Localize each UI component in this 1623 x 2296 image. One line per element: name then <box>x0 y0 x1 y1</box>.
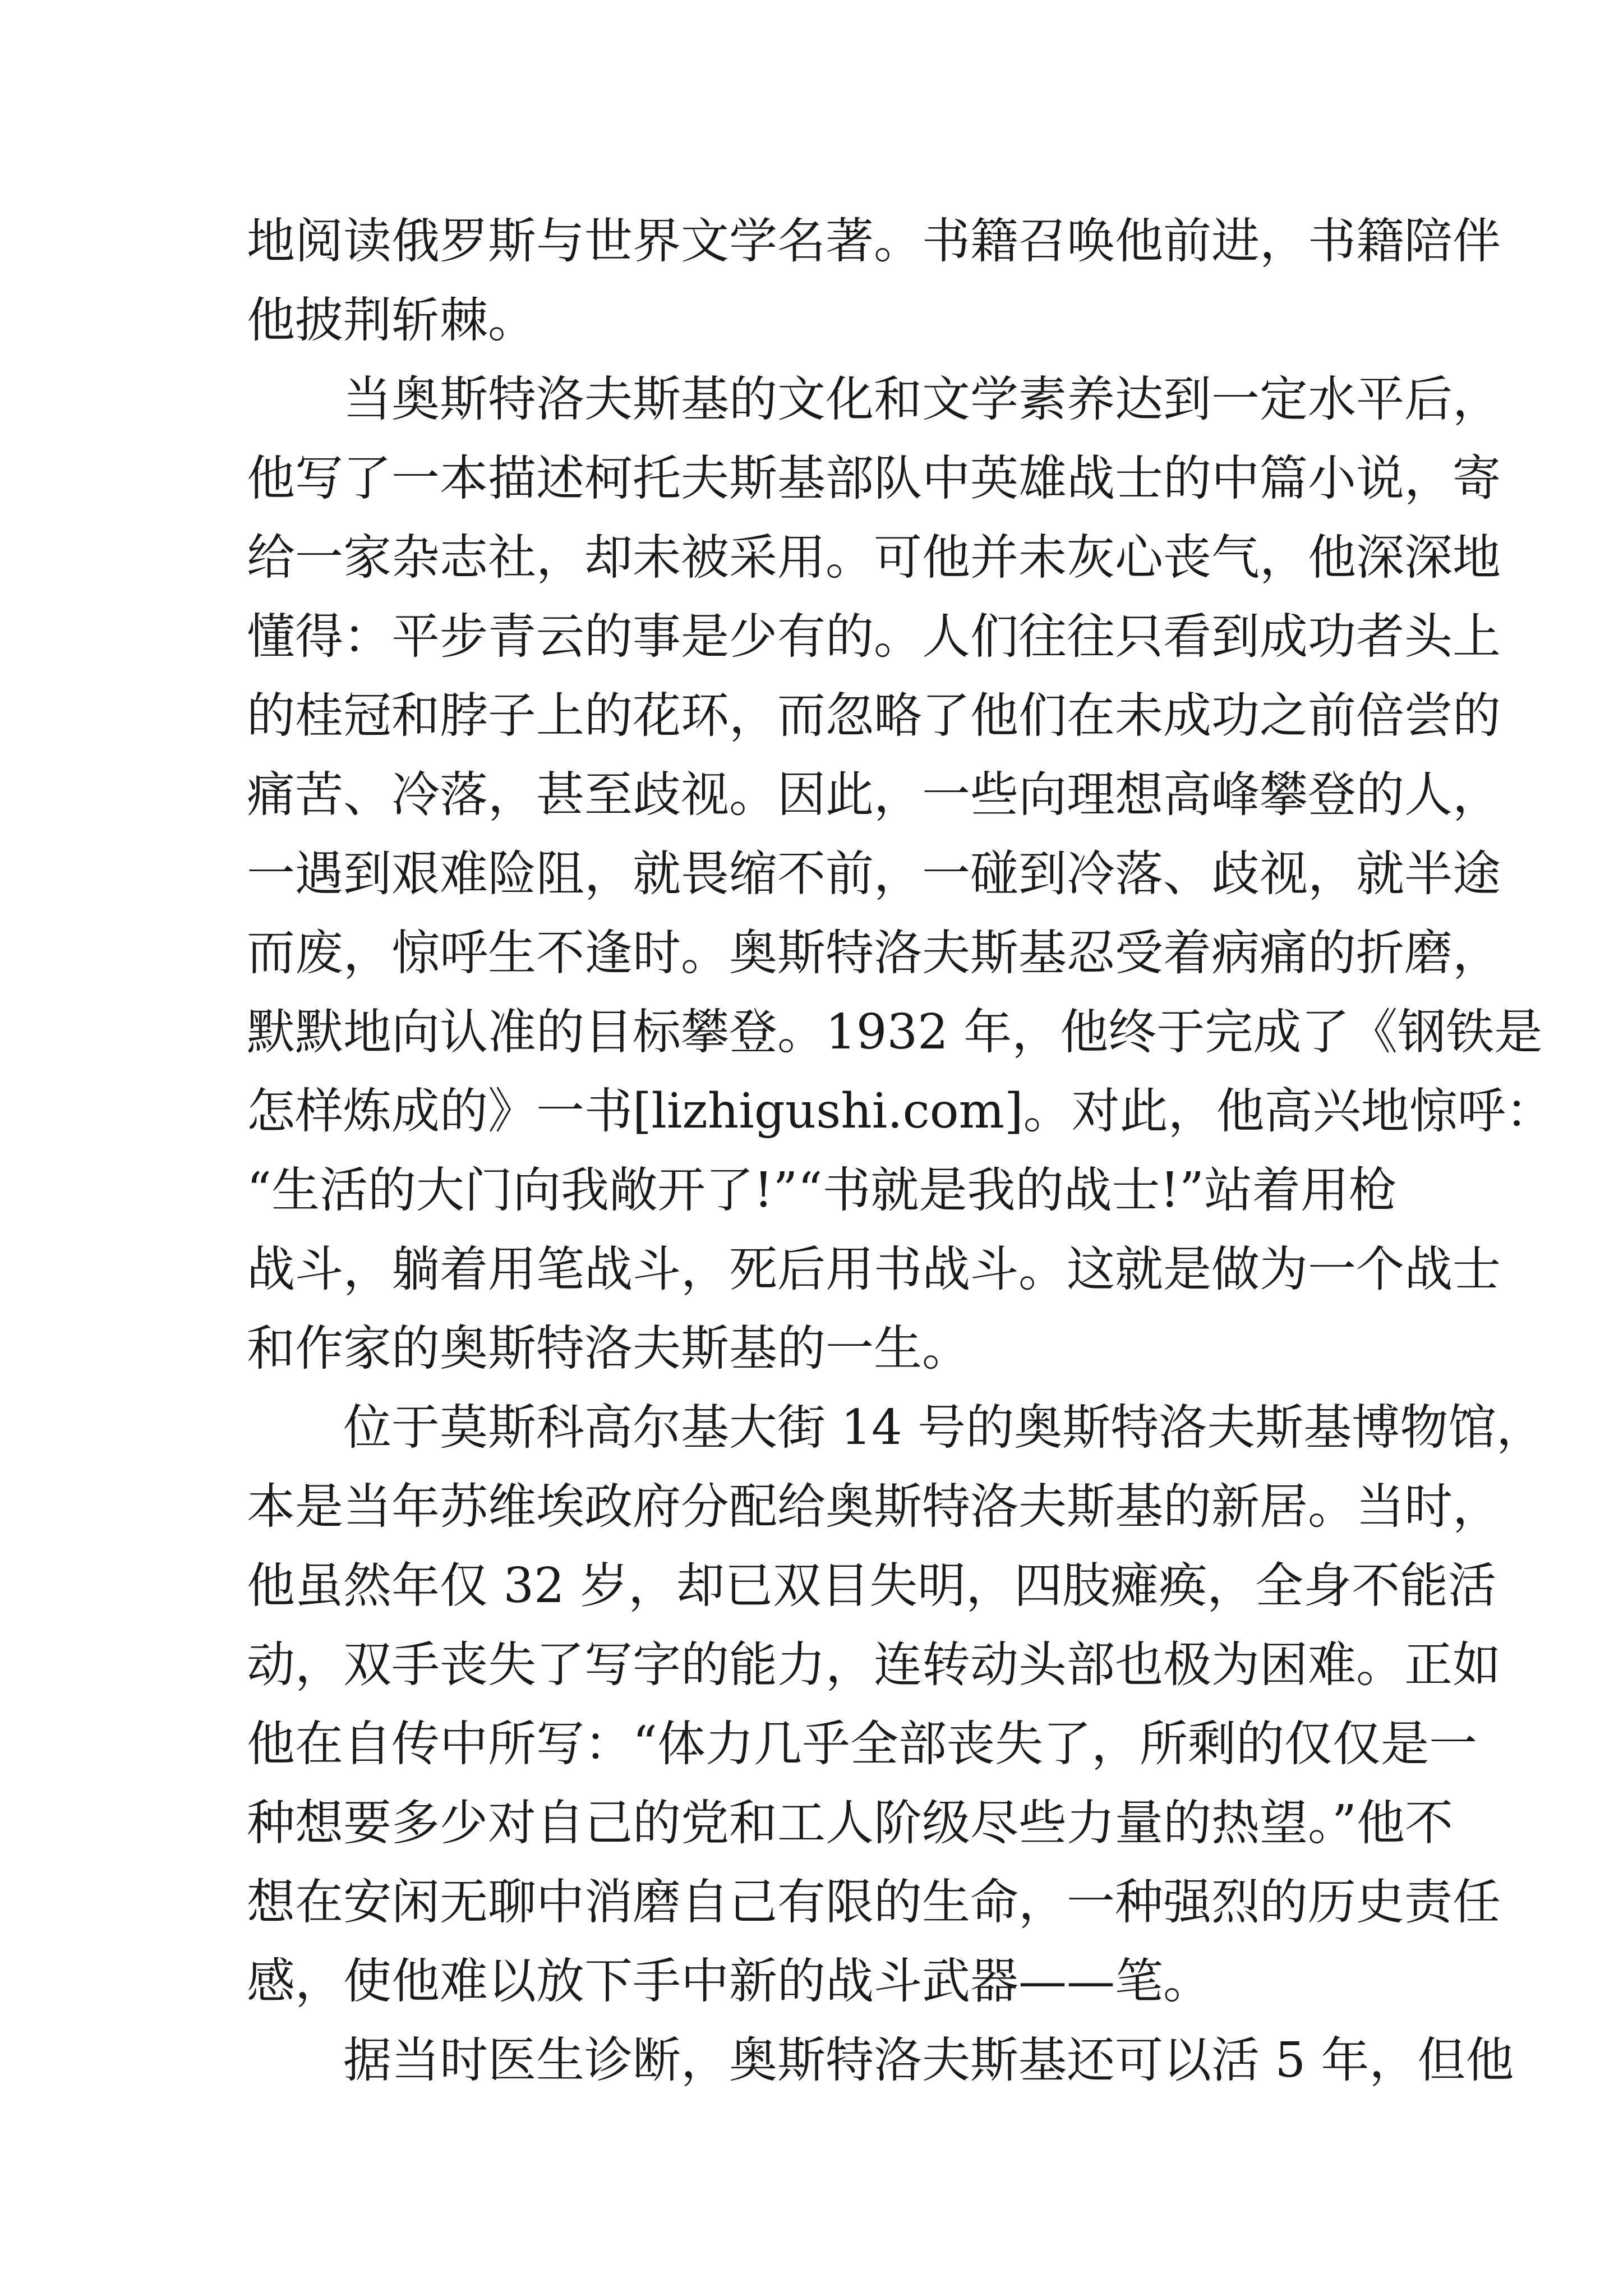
document-body <box>247 202 1554 2100</box>
text-line: 当奥斯特洛夫斯基的文化和文学素养达到一定水平后， <box>247 371 1501 427</box>
paragraph <box>247 202 1501 360</box>
text-line: 他披荆斩棘。 <box>247 292 536 348</box>
text-line: 地阅读俄罗斯与世界文学名著。书籍召唤他前进，书籍陪伴 <box>247 213 1501 269</box>
text-line: 一遇到艰难险阻，就畏缩不前，一碰到冷落、歧视，就半途 <box>247 846 1501 902</box>
text-line: 本是当年苏维埃政府分配给奥斯特洛夫斯基的新居。当时， <box>247 1479 1501 1535</box>
text-line: 和作家的奥斯特洛夫斯基的一生。 <box>247 1320 970 1377</box>
text-line: 种想要多少对自己的党和工人阶级尽些力量的热望。”他不 <box>247 1795 1453 1851</box>
text-line: 而废，惊呼生不逢时。奥斯特洛夫斯基忍受着病痛的折磨， <box>247 925 1501 981</box>
text-line: 感，使他难以放下手中新的战斗武器——笔。 <box>247 1953 1211 2009</box>
text-line: 痛苦、冷落，甚至歧视。因此，一些向理想高峰攀登的人， <box>247 767 1501 823</box>
paragraph <box>247 1388 1545 2021</box>
text-line: 的桂冠和脖子上的花环，而忽略了他们在未成功之前倍尝的 <box>247 688 1501 744</box>
paragraph <box>247 360 1554 1388</box>
text-line: 懂得：平步青云的事是少有的。人们往往只看到成功者头上 <box>247 609 1501 665</box>
text-line: 位于莫斯科高尔基大街 14 号的奥斯特洛夫斯基博物馆， <box>247 1400 1545 1456</box>
text-line: 他虽然年仅 32 岁，却已双目失明，四肢瘫痪，全身不能活 <box>247 1558 1497 1614</box>
text-line: 据当时医生诊断，奥斯特洛夫斯基还可以活 5 年，但他 <box>247 2032 1514 2088</box>
paragraph <box>247 2021 1514 2100</box>
text-line: 怎样炼成的》一书[lizhigushi.com]。对此，他高兴地惊呼： <box>247 1083 1554 1139</box>
text-line: 给一家杂志社，却未被采用。可他并未灰心丧气，他深深地 <box>247 530 1501 586</box>
text-line: 默默地向认准的目标攀登。1932 年，他终于完成了《钢铁是 <box>247 1004 1543 1060</box>
text-line: 他在自传中所写：“体力几乎全部丧失了，所剩的仅仅是一 <box>247 1716 1477 1772</box>
text-line: “生活的大门向我敞开了!”“书就是我的战士!”站着用枪 <box>247 1162 1397 1218</box>
text-line: 想在安闲无聊中消磨自己有限的生命，一种强烈的历史责任 <box>247 1874 1501 1930</box>
text-line: 他写了一本描述柯托夫斯基部队中英雄战士的中篇小说，寄 <box>247 450 1501 507</box>
text-line: 动，双手丧失了写字的能力，连转动头部也极为困难。正如 <box>247 1637 1501 1693</box>
text-line: 战斗，躺着用笔战斗，死后用书战斗。这就是做为一个战士 <box>247 1241 1501 1297</box>
